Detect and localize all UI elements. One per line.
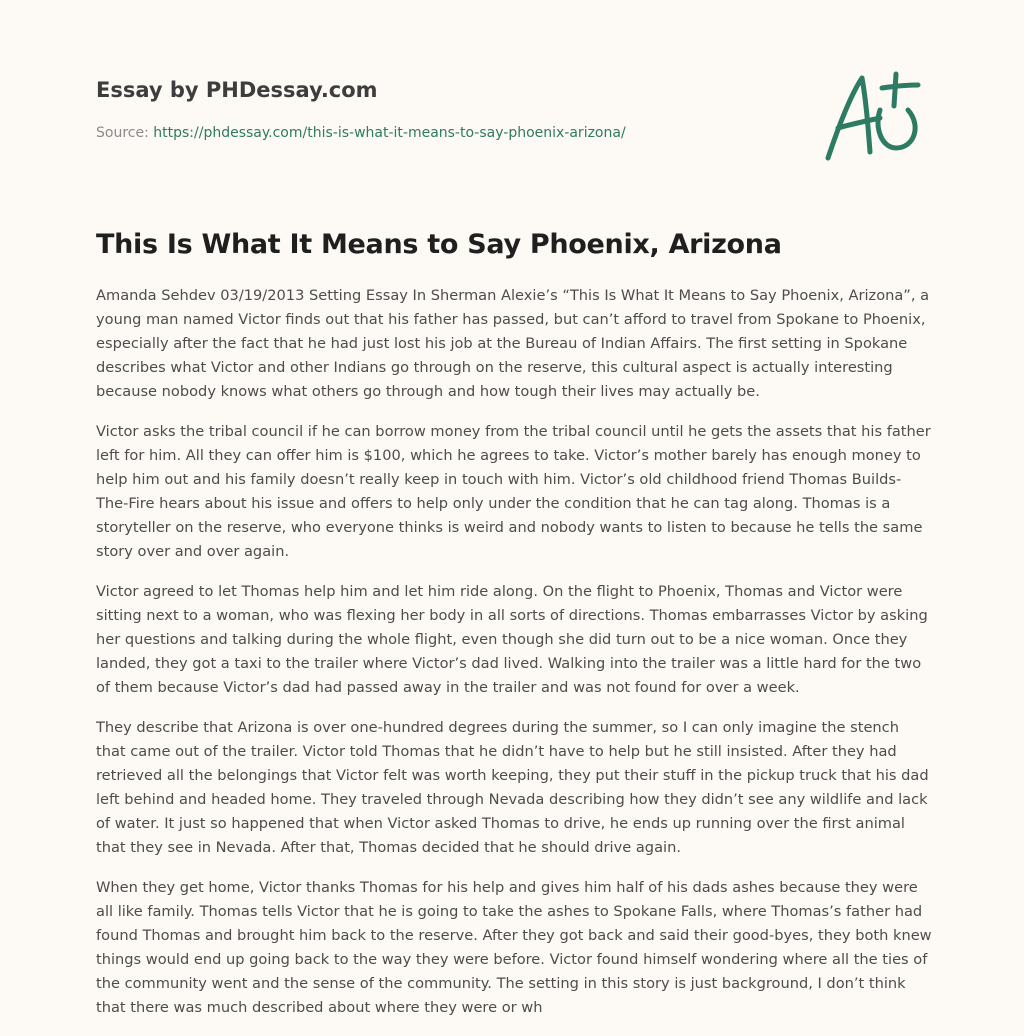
- site-brand: Essay by PHDessay.com: [96, 78, 378, 102]
- essay-paragraph-4: They describe that Arizona is over one-hundred degrees during the summer, so I can only imagine the stench that came out of the trailer. Victor told Thomas that he didn’t have to help but he still insisted. After they had retrieved all the belongings that Victor felt was worth keeping, they put their stuff in the pickup truck that his dad left behind and headed home. They traveled through Nevada describing how they didn’t see any wildlife and lack of water. It just so happened that when Victor asked Thomas to drive, he ends up running over the first animal that they see in Nevada. After that, Thomas decided that he should drive again.: [96, 719, 929, 856]
- source-line: [96, 124, 796, 142]
- essay-paragraph-2: Victor asks the tribal council if he can borrow money from the tribal council until he gets the assets that his father left for him. All they can offer him is $100, which he agrees to take. Victor’s mother barely has enough money to help him out and his family doesn’t really keep in touch with him. Victor’s old childhood friend Thomas Builds-The-Fire hears about his issue and offers to help only under the condition that he can tag along. Thomas is a storyteller on the reserve, who everyone thinks is weird and nobody wants to listen to because he tells the same story over and over again.: [96, 423, 931, 560]
- essay-body: [96, 284, 932, 1036]
- essay-paragraph-1: Amanda Sehdev 03/19/2013 Setting Essay In Sherman Alexie’s “This Is What It Means to Say Phoenix, Arizona”, a young man named Victor finds out that his father has passed, but can’t afford to travel from Spokane to Phoenix, especially after the fact that he had just lost his job at the Bureau of Indian Affairs. The first setting in Spokane describes what Victor and other Indians go through on the reserve, this cultural aspect is actually interesting because nobody knows what others go through and how tough their lives may actually be.: [96, 287, 930, 400]
- site-header: [96, 76, 796, 142]
- a-plus-grade-icon: [822, 66, 932, 166]
- essay-paragraph-3: Victor agreed to let Thomas help him and let him ride along. On the flight to Phoenix, Thomas and Victor were sitting next to a woman, who was flexing her body in all sorts of directions. Thomas embarrasses Victor by asking her questions and talking during the whole flight, even though she did turn out to be a nice woman. Once they landed, they got a taxi to the trailer where Victor’s dad lived. Walking into the trailer was a little hard for the two of them because Victor’s dad had passed away in the trailer and was not found for over a week.: [96, 583, 928, 696]
- essay-title: This Is What It Means to Say Phoenix, Arizona: [96, 229, 782, 260]
- essay-paragraph-5: When they get home, Victor thanks Thomas for his help and gives him half of his dads ashes because they were all like family. Thomas tells Victor that he is going to take the ashes to Spokane Falls, where Thomas’s father had found Thomas and brought him back to the reserve. After they got back and said their good-byes, they both knew things would end up going back to the way they were before. Victor found himself wondering where all the ties of the community went and the sense of the community. The setting in this story is just background, I don’t think that there was much described about where they were or wh: [96, 879, 932, 1016]
- source-link[interactable]: https://phdessay.com/this-is-what-it-means-to-say-phoenix-arizona/: [153, 125, 626, 141]
- source-label: Source:: [96, 125, 149, 141]
